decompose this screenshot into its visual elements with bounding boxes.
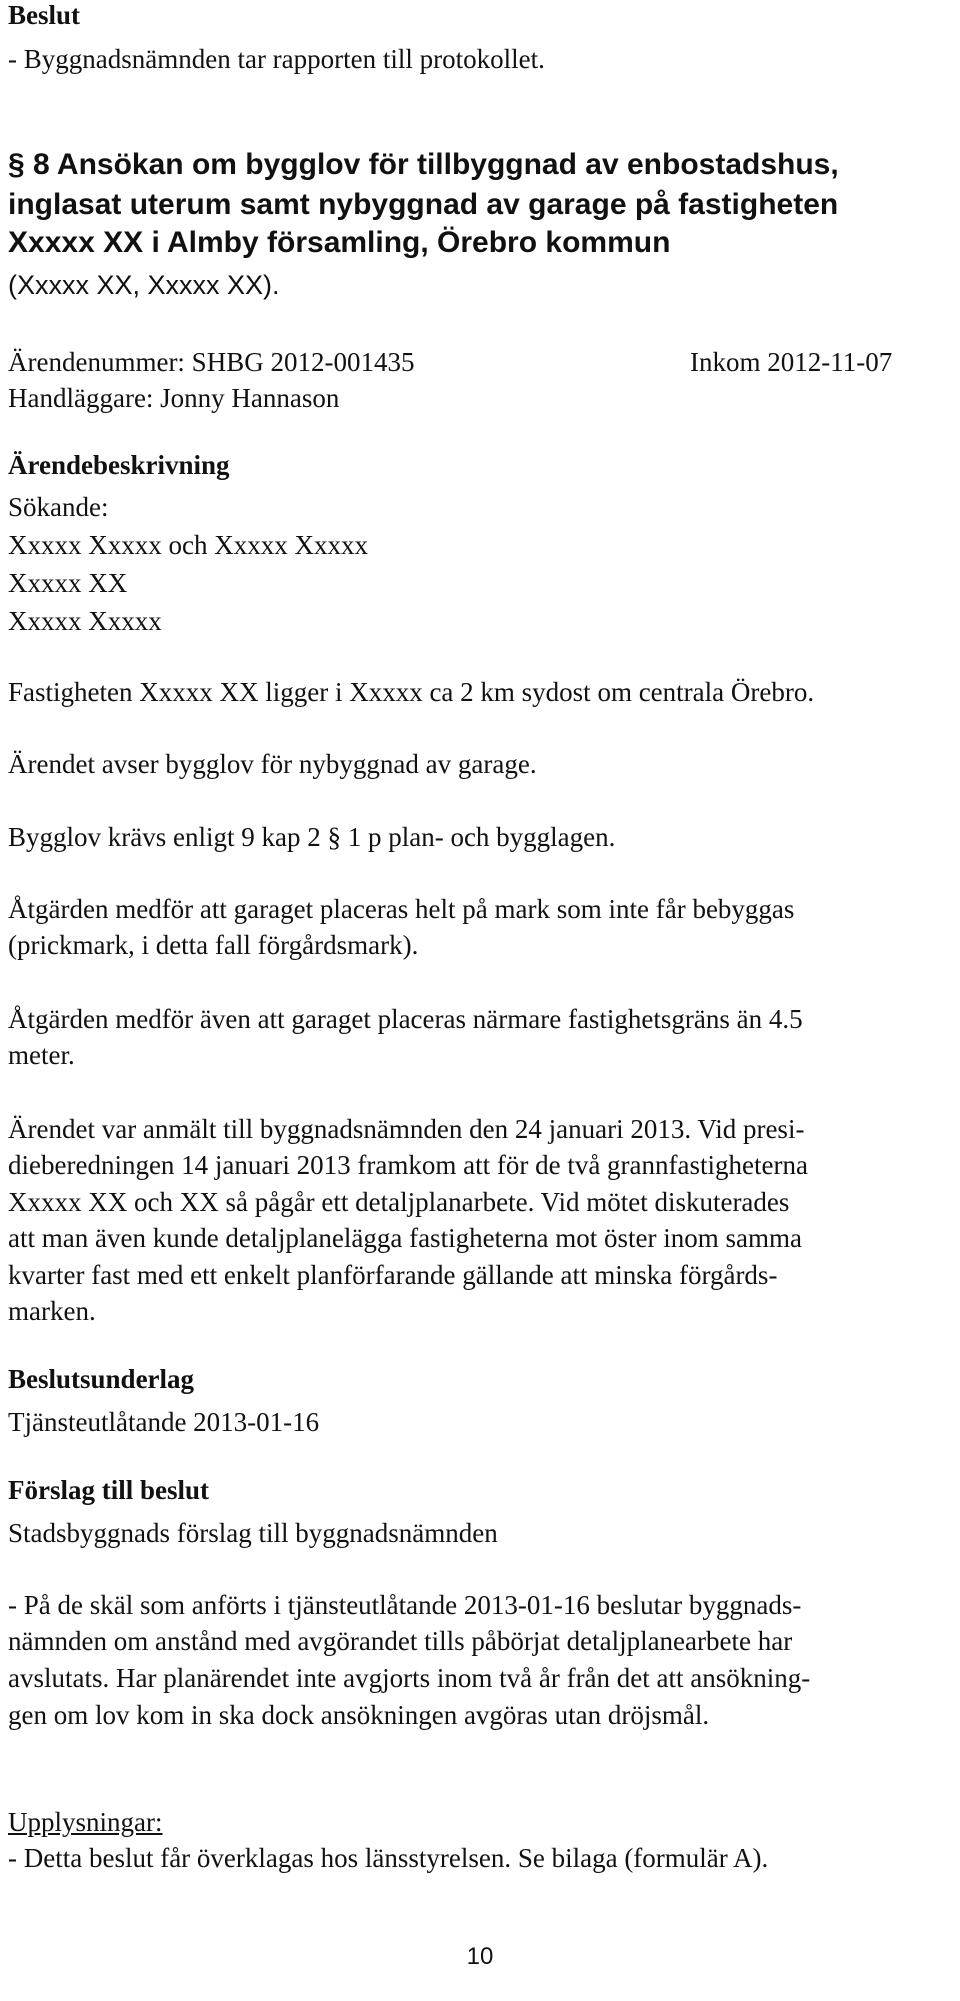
basis-text: Tjänsteutlåtande 2013-01-16 [8, 1407, 320, 1437]
proposal-line-4: gen om lov kom in ska dock ansökningen avgöras utan dröjsmål. [8, 1700, 710, 1730]
description-paragraph-6-line-6: marken. [8, 1296, 96, 1326]
case-handler: Handläggare: Jonny Hannason [8, 383, 340, 413]
item-heading-line-2: inglasat uterum samt nybyggnad av garage på fastigheten [8, 188, 839, 221]
description-paragraph-5-line-1: Åtgärden medför även att garaget placeras närmare fastighetsgräns än 4.5 [8, 1004, 803, 1034]
item-heading-line-3: Xxxxx XX i Almby församling, Örebro kommun [8, 226, 671, 259]
case-number: Ärendenummer: SHBG 2012-001435 [8, 347, 415, 377]
description-paragraph-6-line-2: dieberedningen 14 januari 2013 framkom att för de två grannfastigheterna [8, 1150, 808, 1180]
proposal-heading: Förslag till beslut [8, 1475, 209, 1505]
description-paragraph-4-line-2: (prickmark, i detta fall förgårdsmark). [8, 930, 419, 960]
item-property-parenthetical: (Xxxxx XX, Xxxxx XX). [8, 270, 280, 300]
proposal-line-3: avslutats. Har planärendet inte avgjorts inom två år från det att ansökning- [8, 1663, 811, 1693]
description-paragraph-6-line-3: Xxxxx XX och XX så pågår ett detaljplanarbete. Vid mötet diskuterades [8, 1187, 790, 1217]
description-paragraph-2: Ärendet avser bygglov för nybyggnad av garage. [8, 749, 537, 779]
description-paragraph-5-line-2: meter. [8, 1040, 75, 1070]
applicant-label: Sökande: [8, 492, 109, 522]
prev-section-text: - Byggnadsnämnden tar rapporten till protokollet. [8, 44, 545, 74]
description-paragraph-3: Bygglov krävs enligt 9 kap 2 § 1 p plan- och bygglagen. [8, 822, 616, 852]
page-number: 10 [466, 1943, 494, 1970]
proposal-subheading: Stadsbyggnads förslag till byggnadsnämnden [8, 1518, 498, 1548]
description-paragraph-6-line-1: Ärendet var anmält till byggnadsnämnden den 24 januari 2013. Vid presi- [8, 1114, 805, 1144]
proposal-line-1: - På de skäl som anförts i tjänsteutlåtande 2013-01-16 beslutar byggnads- [8, 1590, 802, 1620]
received-date: Inkom 2012-11-07 [690, 347, 893, 377]
basis-heading: Beslutsunderlag [8, 1364, 195, 1394]
item-heading-line-1: § 8 Ansökan om bygglov för tillbyggnad av enbostadshus, [8, 148, 839, 181]
prev-section-heading: Beslut [8, 0, 81, 30]
description-paragraph-4-line-1: Åtgärden medför att garaget placeras helt på mark som inte får bebyggas [8, 894, 795, 924]
proposal-line-2: nämnden om anstånd med avgörandet tills påbörjat detaljplanearbete har [8, 1626, 793, 1656]
applicant-line-2: Xxxxx XX [8, 568, 128, 598]
applicant-line-3: Xxxxx Xxxxx [8, 606, 162, 636]
description-heading: Ärendebeskrivning [8, 450, 230, 480]
info-heading: Upplysningar: [8, 1807, 163, 1837]
info-text: - Detta beslut får överklagas hos länsstyrelsen. Se bilaga (formulär A). [8, 1843, 769, 1873]
applicant-line-1: Xxxxx Xxxxx och Xxxxx Xxxxx [8, 530, 368, 560]
description-paragraph-1: Fastigheten Xxxxx XX ligger i Xxxxx ca 2 km sydost om centrala Örebro. [8, 677, 815, 707]
description-paragraph-6-line-5: kvarter fast med ett enkelt planförfarande gällande att minska förgårds- [8, 1260, 778, 1290]
description-paragraph-6-line-4: att man även kunde detaljplanelägga fastigheterna mot öster inom samma [8, 1223, 802, 1253]
